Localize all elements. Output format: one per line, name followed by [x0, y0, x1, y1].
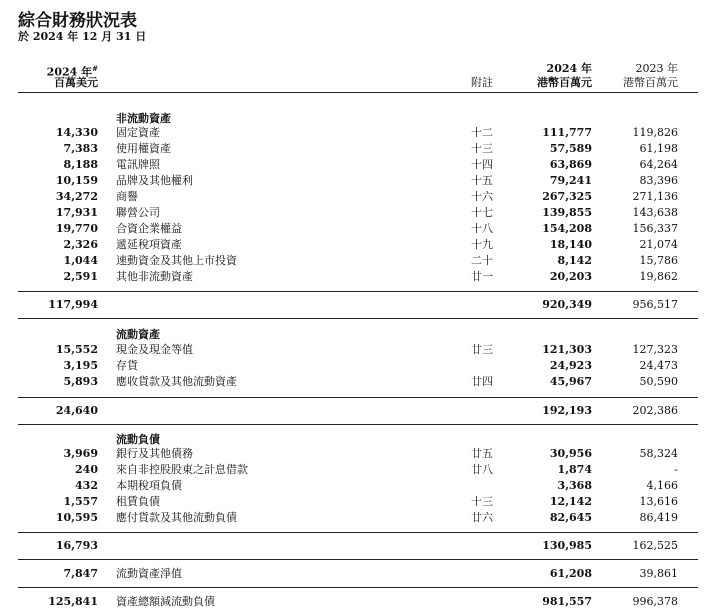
- row-total-less-current: [0, 594, 713, 609]
- value-2023: 4,166: [646, 479, 678, 492]
- row-label: 聯營公司: [116, 206, 160, 219]
- note-ref: 十二: [471, 126, 493, 139]
- table-row: [0, 125, 713, 140]
- usd-value: 3,195: [63, 359, 98, 372]
- usd-value: 17,931: [55, 206, 98, 219]
- value-2023: 156,337: [632, 222, 678, 235]
- row-label: 固定資產: [116, 126, 160, 139]
- row-label: 流動資產淨值: [116, 567, 182, 580]
- table-row: [0, 478, 713, 493]
- usd-value: 240: [75, 463, 98, 476]
- value-2023: 271,136: [632, 190, 678, 203]
- value-2023: -: [674, 463, 678, 476]
- rule-current-liabilities-total: [18, 532, 698, 533]
- table-row: [0, 141, 713, 156]
- usd-value: 1,557: [63, 495, 98, 508]
- value-2023: 119,826: [632, 126, 678, 139]
- usd-value: 15,552: [55, 343, 98, 356]
- total-usd: 117,994: [48, 298, 98, 311]
- value-2023: 64,264: [639, 158, 678, 171]
- value-2023: 39,861: [639, 567, 678, 580]
- table-row: [0, 253, 713, 268]
- usd-value: 125,841: [48, 595, 98, 608]
- usd-value: 14,330: [55, 126, 98, 139]
- usd-value: 34,272: [55, 190, 98, 203]
- usd-value: 10,595: [55, 511, 98, 524]
- rule-current-assets-end: [18, 424, 698, 425]
- usd-value: 10,159: [55, 174, 98, 187]
- note-ref: 十六: [471, 190, 493, 203]
- value-2024: 63,869: [549, 158, 592, 171]
- usd-value: 7,847: [63, 567, 98, 580]
- header-2024-unit: 港幣百萬元: [537, 76, 592, 89]
- rule-noncurrent-total: [18, 291, 698, 292]
- table-row: [0, 189, 713, 204]
- value-2023: 143,638: [632, 206, 678, 219]
- value-2024: 45,967: [549, 375, 592, 388]
- value-2024: 981,557: [542, 595, 592, 608]
- usd-value: 2,591: [63, 270, 98, 283]
- value-2023: 83,396: [639, 174, 678, 187]
- note-ref: 廿三: [471, 343, 493, 356]
- usd-value: 19,770: [55, 222, 98, 235]
- header-2023-unit: 港幣百萬元: [623, 76, 678, 89]
- table-row: [0, 173, 713, 188]
- value-2024: 79,241: [549, 174, 592, 187]
- table-row: [0, 205, 713, 220]
- row-label: 存貨: [116, 359, 138, 372]
- value-2024: 12,142: [549, 495, 592, 508]
- usd-value: 5,893: [63, 375, 98, 388]
- note-ref: 廿一: [471, 270, 493, 283]
- table-row: [0, 510, 713, 525]
- value-2023: 13,616: [639, 495, 678, 508]
- note-ref: 十九: [471, 238, 493, 251]
- total-usd: 24,640: [55, 404, 98, 417]
- total-usd: 16,793: [55, 539, 98, 552]
- total-2024: 192,193: [542, 404, 592, 417]
- value-2024: 20,203: [549, 270, 592, 283]
- value-2024: 267,325: [542, 190, 592, 203]
- note-ref: 十五: [471, 174, 493, 187]
- total-2024: 920,349: [542, 298, 592, 311]
- total-2023: 202,386: [632, 404, 678, 417]
- note-ref: 廿六: [471, 511, 493, 524]
- rule-net-current-end: [18, 587, 698, 588]
- table-row: [0, 494, 713, 509]
- usd-value: 8,188: [63, 158, 98, 171]
- value-2023: 58,324: [639, 447, 678, 460]
- header-usd-mark: #: [92, 64, 98, 73]
- table-row: [0, 446, 713, 461]
- row-label: 租賃負債: [116, 495, 160, 508]
- value-2023: 21,074: [639, 238, 678, 251]
- row-label: 現金及現金等值: [116, 343, 193, 356]
- value-2023: 127,323: [632, 343, 678, 356]
- header-2024: 2024 年: [546, 62, 592, 75]
- value-2023: 50,590: [639, 375, 678, 388]
- value-2024: 111,777: [542, 126, 592, 139]
- total-row-current-assets: [0, 403, 713, 418]
- value-2023: 86,419: [639, 511, 678, 524]
- page-subtitle: 於 2024 年 12 月 31 日: [18, 30, 147, 43]
- rule-noncurrent-end: [18, 318, 698, 319]
- row-net-current-assets: [0, 566, 713, 581]
- row-label: 遞延稅項資產: [116, 238, 182, 251]
- table-row: [0, 221, 713, 236]
- usd-value: 7,383: [63, 142, 98, 155]
- page-title: 綜合財務狀況表: [18, 11, 137, 31]
- row-label: 資產總額減流動負債: [116, 595, 215, 608]
- value-2023: 996,378: [632, 595, 678, 608]
- row-label: 品牌及其他權利: [116, 174, 193, 187]
- total-row-current-liabilities: [0, 538, 713, 553]
- row-label: 速動資金及其他上市投資: [116, 254, 237, 267]
- total-2024: 130,985: [542, 539, 592, 552]
- usd-value: 432: [75, 479, 98, 492]
- value-2024: 18,140: [549, 238, 592, 251]
- row-label: 使用權資產: [116, 142, 171, 155]
- table-row: [0, 342, 713, 357]
- header-2023: 2023 年: [635, 62, 678, 75]
- note-ref: 十七: [471, 206, 493, 219]
- value-2023: 19,862: [639, 270, 678, 283]
- section-heading-noncurrent: 非流動資產: [116, 112, 171, 125]
- value-2024: 82,645: [549, 511, 592, 524]
- note-ref: 十八: [471, 222, 493, 235]
- header-note: 附註: [471, 76, 493, 89]
- value-2024: 139,855: [542, 206, 592, 219]
- row-label: 應收貨款及其他流動資產: [116, 375, 237, 388]
- value-2024: 154,208: [542, 222, 592, 235]
- table-row: [0, 374, 713, 389]
- value-2024: 30,956: [549, 447, 592, 460]
- header-rule: [18, 92, 698, 93]
- value-2024: 57,589: [549, 142, 592, 155]
- table-row: [0, 157, 713, 172]
- total-2023: 956,517: [632, 298, 678, 311]
- value-2024: 8,142: [557, 254, 592, 267]
- table-row: [0, 269, 713, 284]
- rule-current-assets-total: [18, 397, 698, 398]
- value-2024: 121,303: [542, 343, 592, 356]
- value-2023: 24,473: [639, 359, 678, 372]
- usd-value: 1,044: [63, 254, 98, 267]
- value-2024: 24,923: [549, 359, 592, 372]
- value-2024: 3,368: [557, 479, 592, 492]
- row-label: 其他非流動資產: [116, 270, 193, 283]
- table-row: [0, 462, 713, 477]
- row-label: 商譽: [116, 190, 138, 203]
- row-label: 應付貨款及其他流動負債: [116, 511, 237, 524]
- row-label: 來自非控股股東之計息借款: [116, 463, 248, 476]
- note-ref: 廿四: [471, 375, 493, 388]
- note-ref: 十三: [471, 495, 493, 508]
- note-ref: 廿八: [471, 463, 493, 476]
- rule-current-liabilities-end: [18, 559, 698, 560]
- row-label: 合資企業權益: [116, 222, 182, 235]
- value-2024: 1,874: [557, 463, 592, 476]
- row-label: 本期稅項負債: [116, 479, 182, 492]
- note-ref: 二十: [471, 254, 493, 267]
- table-row: [0, 237, 713, 252]
- section-heading-current-assets: 流動資產: [116, 328, 160, 341]
- total-row-noncurrent: [0, 297, 713, 312]
- usd-value: 3,969: [63, 447, 98, 460]
- total-2023: 162,525: [632, 539, 678, 552]
- row-label: 銀行及其他債務: [116, 447, 193, 460]
- value-2024: 61,208: [549, 567, 592, 580]
- usd-value: 2,326: [63, 238, 98, 251]
- value-2023: 15,786: [639, 254, 678, 267]
- header-usd-unit: 百萬美元: [54, 76, 98, 89]
- table-row: [0, 358, 713, 373]
- note-ref: 十四: [471, 158, 493, 171]
- value-2023: 61,198: [639, 142, 678, 155]
- section-heading-current-liabilities: 流動負債: [116, 433, 160, 446]
- row-label: 電訊牌照: [116, 158, 160, 171]
- note-ref: 十三: [471, 142, 493, 155]
- note-ref: 廿五: [471, 447, 493, 460]
- header-usd-year-text: 2024 年: [46, 65, 93, 79]
